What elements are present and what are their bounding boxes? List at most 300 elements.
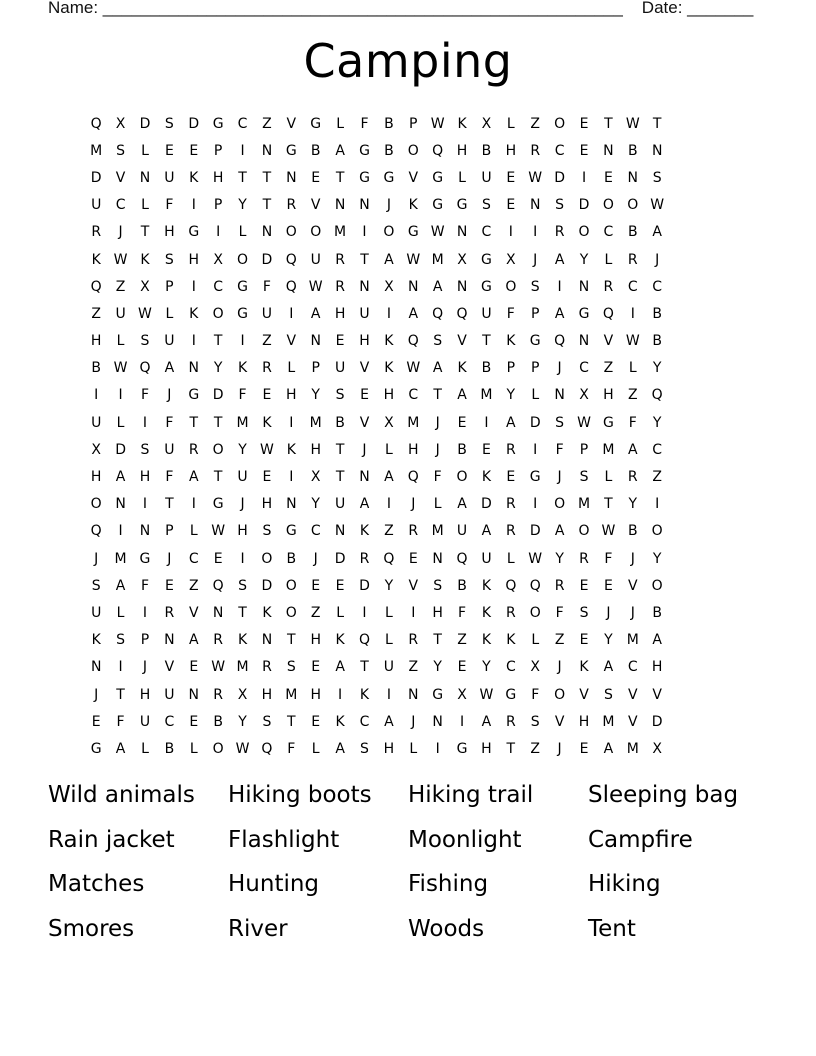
grid-letter: A: [652, 632, 662, 649]
grid-letter: S: [116, 142, 126, 159]
grid-letter: A: [432, 278, 443, 295]
grid-letter: A: [115, 577, 126, 594]
grid-letter: C: [213, 278, 224, 295]
grid-letter: B: [91, 360, 101, 377]
grid-letter: N: [90, 659, 102, 676]
grid-letter: L: [141, 142, 149, 159]
grid-letter: K: [481, 632, 492, 649]
grid-letter: M: [236, 659, 249, 676]
grid-letter: K: [335, 632, 345, 649]
grid-letter: Q: [432, 142, 444, 159]
grid-letter: R: [505, 441, 516, 458]
grid-letter: N: [359, 469, 370, 486]
grid-letter: K: [262, 414, 272, 431]
grid-letter: R: [213, 686, 224, 703]
grid-letter: J: [557, 740, 562, 757]
grid-letter: O: [261, 550, 273, 567]
grid-letter: A: [554, 305, 565, 322]
grid-letter: V: [579, 686, 589, 703]
grid-letter: Q: [432, 305, 444, 322]
grid-letter: A: [164, 360, 175, 377]
grid-letter: N: [334, 197, 346, 214]
grid-letter: L: [141, 740, 149, 757]
grid-letter: H: [408, 441, 419, 458]
grid-letter: J: [362, 441, 367, 458]
grid-letter: L: [238, 224, 247, 241]
grid-letter: R: [335, 251, 345, 268]
grid-letter: L: [165, 305, 174, 322]
grid-letter: C: [603, 224, 614, 241]
grid-letter: F: [238, 387, 247, 404]
grid-letter: P: [165, 278, 174, 295]
grid-letter: V: [628, 713, 638, 730]
grid-letter: A: [603, 740, 614, 757]
grid-letter: U: [237, 469, 248, 486]
grid-letter: Z: [188, 577, 199, 594]
grid-letter: M: [602, 713, 615, 730]
grid-letter: Z: [554, 632, 565, 649]
grid-letter: B: [384, 142, 394, 159]
grid-letter: S: [140, 333, 150, 350]
grid-letter: M: [407, 414, 420, 431]
grid-letter: T: [287, 632, 296, 649]
grid-letter: G: [285, 523, 297, 540]
grid-letter: V: [457, 333, 467, 350]
grid-letter: T: [482, 333, 491, 350]
grid-letter: D: [261, 251, 273, 268]
grid-letter: Q: [383, 550, 395, 567]
grid-letter: D: [115, 441, 126, 458]
grid-letter: U: [456, 523, 468, 540]
word-bank-item: Moonlight: [408, 826, 522, 853]
grid-letter: O: [90, 496, 102, 513]
grid-letter: X: [310, 469, 321, 486]
grid-letter: M: [626, 740, 639, 757]
grid-letter: N: [188, 686, 199, 703]
grid-letter: O: [237, 251, 249, 268]
grid-letter: E: [506, 169, 516, 186]
grid-letter: R: [164, 604, 175, 621]
grid-letter: H: [456, 142, 468, 159]
grid-letter: T: [262, 197, 272, 214]
grid-letter: L: [116, 333, 125, 350]
grid-row: [84, 463, 744, 490]
grid-letter: B: [627, 142, 638, 159]
grid-letter: S: [433, 333, 443, 350]
grid-letter: F: [165, 197, 174, 214]
grid-letter: F: [116, 713, 125, 730]
grid-letter: A: [188, 632, 199, 649]
grid-letter: S: [140, 441, 150, 458]
grid-letter: L: [189, 523, 198, 540]
grid-row: [84, 681, 744, 708]
grid-letter: L: [116, 414, 125, 431]
grid-letter: K: [262, 604, 272, 621]
grid-letter: B: [310, 142, 321, 159]
word-bank-item: Matches: [48, 871, 145, 897]
grid-letter: Y: [311, 387, 320, 404]
grid-letter: S: [262, 523, 272, 540]
grid-letter: A: [457, 496, 467, 513]
grid-letter: I: [142, 414, 148, 431]
grid-letter: Y: [555, 550, 564, 567]
grid-letter: E: [408, 550, 418, 567]
grid-letter: Y: [238, 197, 247, 214]
grid-letter: U: [164, 169, 175, 186]
grid-letter: I: [533, 496, 538, 513]
grid-letter: V: [408, 577, 419, 594]
grid-letter: G: [602, 414, 614, 431]
grid-letter: W: [528, 550, 543, 567]
grid-letter: Y: [652, 550, 662, 567]
grid-letter: Z: [310, 604, 321, 621]
grid-letter: P: [140, 632, 150, 649]
grid-letter: L: [384, 632, 393, 649]
grid-letter: E: [482, 441, 491, 458]
grid-letter: W: [235, 740, 250, 757]
grid-letter: R: [91, 224, 102, 241]
grid-letter: R: [359, 550, 370, 567]
grid-letter: G: [90, 740, 102, 757]
grid-letter: Z: [530, 740, 541, 757]
grid-letter: F: [287, 740, 296, 757]
word-bank-item: Tent: [588, 915, 636, 942]
grid-letter: L: [458, 169, 466, 186]
grid-letter: Q: [529, 577, 541, 594]
grid-letter: D: [529, 523, 541, 540]
grid-letter: J: [313, 550, 318, 567]
grid-letter: M: [285, 686, 298, 703]
grid-letter: F: [165, 469, 174, 486]
grid-letter: O: [285, 604, 297, 621]
grid-letter: Q: [90, 115, 102, 132]
grid-letter: N: [627, 169, 639, 186]
grid-letter: V: [359, 360, 370, 377]
word-bank-item: Campfire: [588, 826, 693, 853]
grid-row: [84, 654, 744, 681]
grid-letter: A: [310, 305, 321, 322]
grid-letter: Z: [457, 632, 467, 649]
grid-letter: E: [189, 659, 199, 676]
grid-letter: B: [384, 115, 394, 132]
grid-letter: U: [261, 305, 273, 322]
word-bank-item: Hiking: [588, 871, 661, 897]
grid-letter: U: [481, 550, 492, 567]
grid-letter: A: [652, 224, 662, 241]
grid-letter: I: [191, 496, 196, 513]
grid-letter: O: [285, 224, 297, 241]
grid-letter: C: [505, 659, 516, 676]
grid-letter: O: [529, 604, 541, 621]
grid-letter: B: [481, 360, 492, 377]
grid-letter: F: [433, 469, 442, 486]
grid-letter: S: [652, 169, 662, 186]
grid-letter: T: [360, 659, 369, 676]
grid-letter: L: [336, 604, 344, 621]
grid-letter: A: [481, 523, 492, 540]
grid-letter: J: [533, 251, 538, 268]
grid-letter: S: [335, 387, 345, 404]
grid-letter: W: [211, 523, 226, 540]
grid-letter: Z: [408, 659, 419, 676]
grid-letter: Q: [261, 740, 273, 757]
grid-letter: B: [652, 305, 662, 322]
grid-letter: E: [579, 577, 589, 594]
grid-letter: Y: [311, 496, 320, 513]
grid-letter: U: [334, 360, 346, 377]
grid-letter: H: [383, 740, 395, 757]
grid-letter: J: [557, 360, 562, 377]
grid-letter: I: [142, 496, 148, 513]
grid-letter: C: [481, 224, 492, 241]
grid-letter: U: [91, 604, 102, 621]
grid-letter: V: [115, 169, 126, 186]
grid-letter: F: [262, 278, 271, 295]
grid-letter: O: [602, 197, 614, 214]
grid-letter: I: [533, 441, 538, 458]
grid-letter: U: [383, 659, 394, 676]
grid-letter: H: [603, 387, 614, 404]
grid-row: [84, 599, 744, 626]
grid-letter: S: [286, 659, 296, 676]
grid-letter: H: [164, 224, 175, 241]
grid-letter: N: [115, 496, 126, 513]
grid-letter: E: [603, 577, 613, 594]
grid-letter: C: [408, 387, 419, 404]
grid-letter: T: [604, 496, 613, 513]
grid-letter: H: [261, 496, 273, 513]
grid-letter: E: [262, 469, 272, 486]
grid-letter: E: [579, 632, 589, 649]
grid-row: [84, 627, 744, 654]
grid-letter: B: [335, 414, 345, 431]
grid-letter: D: [212, 387, 224, 404]
grid-letter: J: [630, 550, 635, 567]
grid-letter: Y: [433, 659, 442, 676]
grid-letter: T: [238, 604, 247, 621]
grid-letter: H: [578, 713, 590, 730]
grid-letter: B: [457, 441, 467, 458]
grid-letter: G: [359, 142, 370, 159]
grid-letter: R: [554, 224, 565, 241]
grid-letter: K: [384, 360, 394, 377]
grid-letter: G: [237, 278, 248, 295]
grid-letter: E: [335, 577, 345, 594]
grid-letter: H: [310, 686, 321, 703]
grid-letter: T: [604, 115, 613, 132]
word-bank-item: Hunting: [228, 871, 320, 897]
grid-letter: B: [627, 523, 638, 540]
grid-letter: H: [334, 305, 346, 322]
grid-letter: J: [655, 251, 660, 268]
grid-letter: A: [457, 387, 467, 404]
grid-letter: M: [577, 496, 591, 513]
grid-letter: C: [359, 713, 370, 730]
grid-letter: K: [481, 604, 492, 621]
grid-letter: T: [360, 251, 369, 268]
grid-letter: I: [581, 169, 587, 186]
grid-letter: T: [165, 496, 174, 513]
grid-letter: F: [360, 115, 369, 132]
grid-letter: K: [189, 169, 199, 186]
grid-row: [84, 491, 744, 518]
grid-letter: Y: [652, 414, 662, 431]
grid-letter: G: [529, 469, 541, 486]
grid-letter: K: [506, 333, 516, 350]
grid-letter: D: [651, 713, 663, 730]
grid-letter: P: [409, 115, 418, 132]
grid-letter: D: [529, 414, 541, 431]
grid-letter: J: [557, 659, 562, 676]
grid-letter: O: [212, 305, 224, 322]
grid-letter: C: [652, 278, 663, 295]
grid-letter: G: [212, 115, 224, 132]
grid-letter: W: [113, 360, 128, 377]
grid-letter: I: [630, 305, 635, 322]
grid-letter: K: [359, 523, 370, 540]
grid-letter: Y: [506, 387, 516, 404]
grid-letter: N: [139, 169, 151, 186]
grid-letter: C: [652, 441, 663, 458]
grid-letter: I: [191, 333, 196, 350]
grid-letter: T: [433, 632, 442, 649]
grid-letter: C: [627, 278, 638, 295]
grid-letter: B: [481, 142, 492, 159]
grid-letter: D: [554, 169, 565, 186]
grid-letter: E: [603, 169, 613, 186]
word-bank-item: Hiking boots: [228, 782, 372, 808]
grid-letter: F: [628, 414, 637, 431]
grid-letter: Q: [358, 632, 370, 649]
grid-letter: H: [651, 659, 663, 676]
grid-letter: N: [603, 142, 614, 159]
grid-letter: R: [335, 278, 345, 295]
grid-letter: C: [188, 550, 199, 567]
grid-letter: T: [652, 115, 662, 132]
grid-letter: Q: [602, 305, 614, 322]
grid-letter: I: [435, 740, 440, 757]
grid-letter: Q: [456, 305, 468, 322]
grid-letter: L: [141, 197, 149, 214]
grid-letter: G: [578, 305, 590, 322]
grid-letter: O: [554, 686, 566, 703]
grid-letter: M: [309, 414, 322, 431]
grid-letter: H: [310, 632, 321, 649]
grid-letter: N: [529, 197, 541, 214]
grid-letter: N: [164, 632, 175, 649]
grid-letter: O: [285, 577, 297, 594]
grid-row: [84, 219, 744, 246]
grid-letter: G: [529, 333, 541, 350]
grid-letter: W: [650, 197, 665, 214]
grid-letter: E: [311, 577, 321, 594]
grid-letter: S: [579, 469, 589, 486]
grid-letter: W: [138, 305, 152, 322]
grid-letter: G: [212, 496, 224, 513]
grid-letter: N: [456, 278, 468, 295]
grid-letter: E: [189, 713, 199, 730]
grid-letter: S: [433, 577, 443, 594]
grid-letter: E: [311, 659, 321, 676]
grid-letter: N: [651, 142, 663, 159]
grid-letter: C: [115, 197, 126, 214]
grid-row: [84, 110, 744, 137]
grid-letter: W: [113, 251, 128, 268]
grid-letter: O: [212, 441, 224, 458]
grid-letter: N: [408, 686, 419, 703]
grid-letter: S: [238, 577, 247, 594]
grid-letter: S: [530, 713, 540, 730]
grid-letter: L: [287, 360, 296, 377]
grid-letter: N: [578, 333, 590, 350]
grid-letter: K: [91, 251, 101, 268]
grid-letter: E: [506, 197, 516, 214]
grid-letter: C: [310, 523, 321, 540]
grid-letter: G: [188, 224, 200, 241]
grid-row: [84, 572, 744, 599]
grid-letter: Y: [213, 360, 223, 377]
grid-letter: J: [435, 414, 440, 431]
grid-letter: K: [237, 632, 248, 649]
grid-letter: E: [360, 387, 369, 404]
grid-letter: J: [118, 224, 123, 241]
word-bank-item: Woods: [408, 915, 485, 942]
grid-letter: X: [652, 740, 662, 757]
grid-letter: G: [432, 686, 444, 703]
grid-letter: G: [456, 740, 468, 757]
grid-letter: V: [164, 659, 175, 676]
grid-letter: E: [457, 414, 467, 431]
grid-letter: K: [335, 713, 345, 730]
grid-letter: F: [531, 686, 540, 703]
grid-letter: I: [655, 496, 660, 513]
grid-letter: M: [90, 142, 103, 159]
grid-letter: X: [457, 686, 467, 703]
grid-letter: R: [408, 632, 419, 649]
word-bank-item: Smores: [48, 915, 135, 942]
grid-letter: X: [457, 251, 467, 268]
grid-letter: H: [90, 333, 102, 350]
grid-letter: K: [579, 659, 589, 676]
grid-letter: R: [603, 278, 614, 295]
grid-letter: I: [484, 414, 489, 431]
grid-letter: T: [238, 169, 247, 186]
grid-letter: L: [409, 740, 418, 757]
grid-letter: N: [286, 496, 297, 513]
grid-letter: Z: [115, 278, 126, 295]
grid-letter: X: [140, 278, 150, 295]
grid-letter: A: [384, 713, 394, 730]
grid-letter: M: [602, 441, 615, 458]
word-bank-item: Wild animals: [48, 782, 195, 808]
word-bank-item: Rain jacket: [48, 826, 175, 853]
grid-letter: S: [555, 414, 565, 431]
grid-letter: G: [407, 224, 419, 241]
grid-letter: B: [457, 577, 467, 594]
grid-letter: I: [191, 197, 196, 214]
grid-letter: L: [604, 469, 613, 486]
grid-letter: F: [458, 604, 467, 621]
grid-letter: F: [555, 604, 564, 621]
grid-letter: J: [94, 550, 99, 567]
grid-letter: N: [261, 224, 273, 241]
grid-letter: I: [289, 414, 294, 431]
grid-letter: U: [91, 414, 102, 431]
grid-letter: L: [531, 387, 540, 404]
grid-letter: R: [505, 604, 516, 621]
grid-row: [84, 328, 744, 355]
grid-letter: A: [481, 713, 492, 730]
